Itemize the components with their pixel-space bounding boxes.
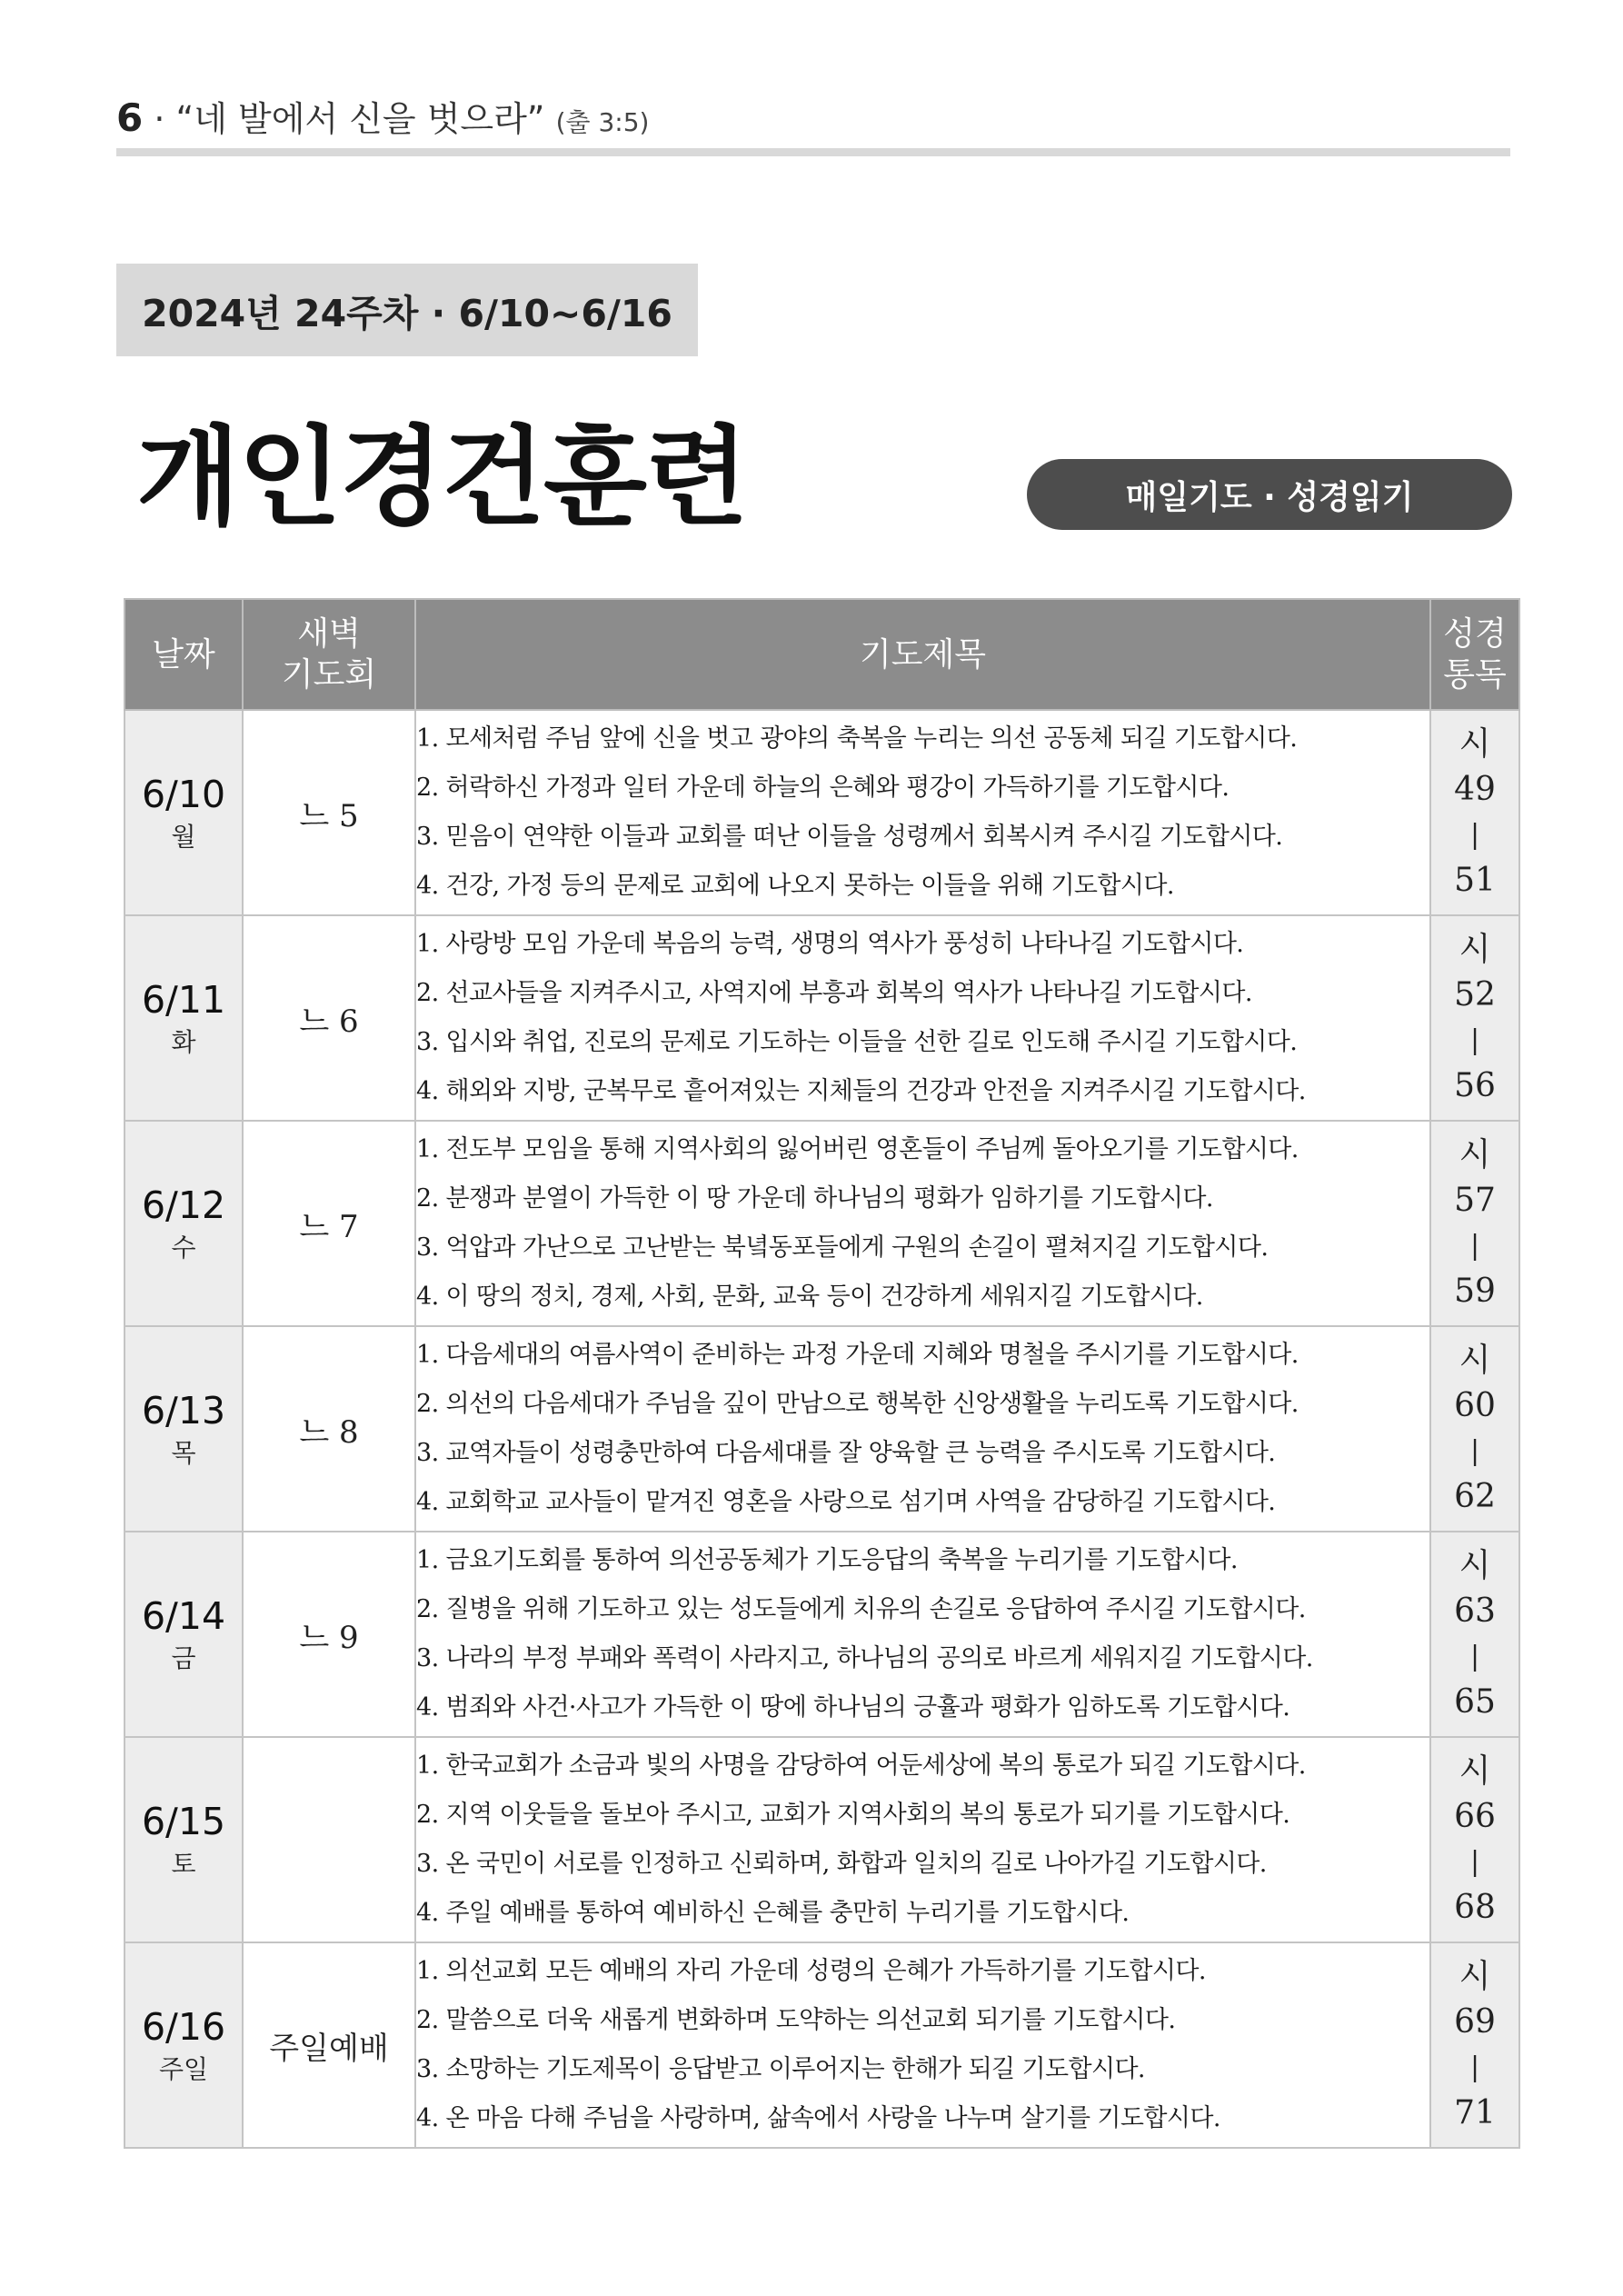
bible-reading-cell <box>1430 1121 1519 1326</box>
prayer-item: 3. 교역자들이 성령충만하여 다음세대를 잘 양육할 큰 능력을 주시도록 기도합시다. <box>416 1439 1276 1467</box>
bible-range-bar: | <box>1469 1024 1480 1056</box>
date-cell <box>124 1326 243 1532</box>
bible-reading-cell <box>1430 915 1519 1121</box>
week-label: 2024년 24주차 · 6/10~6/16 <box>116 264 698 356</box>
date: 6/10 <box>141 772 226 816</box>
prayer-item: 1. 의선교회 모든 예배의 자리 가운데 성령의 은혜가 가득하기를 기도합시다. <box>416 1957 1206 1985</box>
prayer-item: 1. 사랑방 모임 가운데 복음의 능력, 생명의 역사가 풍성히 나타나길 기도합시다. <box>416 930 1244 958</box>
date: 6/15 <box>141 1799 226 1843</box>
bible-reading-cell <box>1430 1737 1519 1942</box>
bible-range-bar: | <box>1469 1230 1480 1262</box>
prayer-item: 3. 입시와 취업, 진로의 문제로 기도하는 이들을 선한 길로 인도해 주시길 기도합시다. <box>416 1028 1298 1056</box>
date: 6/12 <box>141 1183 226 1227</box>
table-row <box>124 1942 1519 2148</box>
prayer-item: 2. 허락하신 가정과 일터 가운데 하늘의 은혜와 평강이 가득하기를 기도합시다. <box>416 774 1230 802</box>
prayer-item: 2. 의선의 다음세대가 주님을 깊이 만남으로 행복한 신앙생활을 누리도록 기도합시다. <box>416 1390 1299 1418</box>
header-bible-line1: 성경 <box>1443 615 1507 653</box>
table-row <box>124 710 1519 915</box>
prayer-item: 3. 믿음이 연약한 이들과 교회를 떠난 이들을 성령께서 회복시켜 주시길 기도합시다. <box>416 823 1283 851</box>
prayer-item: 3. 나라의 부정 부패와 폭력이 사라지고, 하나님의 공의로 바르게 세워지길 기도합시다. <box>416 1644 1313 1672</box>
prayer-item: 4. 이 땅의 정치, 경제, 사회, 문화, 교육 등이 건강하게 세워지길 기도합시다. <box>416 1283 1203 1311</box>
bible-end-chapter: 56 <box>1454 1067 1496 1104</box>
header-bible-line2: 통독 <box>1443 656 1507 694</box>
date-cell <box>124 1121 243 1326</box>
bible-book: 시 <box>1459 1958 1491 1995</box>
running-header <box>116 91 649 141</box>
bible-range-bar: | <box>1469 2051 1480 2083</box>
header-quote: “네 발에서 신을 벗으라” <box>175 99 545 139</box>
prayer-list <box>415 710 1430 915</box>
dawn-passage: 느 9 <box>243 1532 415 1737</box>
bible-range-bar: | <box>1469 1435 1480 1467</box>
table-row <box>124 1737 1519 1942</box>
bible-book: 시 <box>1459 1547 1491 1584</box>
dawn-passage: 주일예배 <box>243 1942 415 2148</box>
table-header-row <box>124 599 1519 710</box>
bible-reading-cell <box>1430 1532 1519 1737</box>
bible-book: 시 <box>1459 1752 1491 1790</box>
bible-start-chapter: 52 <box>1454 976 1496 1013</box>
weekday: 금 <box>171 1643 196 1674</box>
header-prayers: 기도제목 <box>415 599 1430 710</box>
weekday: 월 <box>171 822 196 853</box>
header-reference: (출 3:5) <box>555 107 650 137</box>
prayer-item: 1. 모세처럼 주님 앞에 신을 벗고 광야의 축복을 누리는 의선 공동체 되길 기도합시다. <box>416 724 1298 753</box>
bible-end-chapter: 62 <box>1454 1478 1496 1515</box>
prayer-item: 4. 범죄와 사건·사고가 가득한 이 땅에 하나님의 긍휼과 평화가 임하도록 기도합시다. <box>416 1693 1290 1722</box>
prayer-item: 4. 주일 예배를 통하여 예비하신 은혜를 충만히 누리기를 기도합시다. <box>416 1899 1130 1927</box>
weekday: 주일 <box>158 2054 209 2085</box>
weekday: 목 <box>171 1438 196 1469</box>
table-row <box>124 1532 1519 1737</box>
date-cell <box>124 915 243 1121</box>
prayer-item: 3. 온 국민이 서로를 인정하고 신뢰하며, 화합과 일치의 길로 나아가길 기도합시다. <box>416 1850 1267 1878</box>
prayer-item: 4. 교회학교 교사들이 맡겨진 영혼을 사랑으로 섬기며 사역을 감당하길 기도합시다. <box>416 1488 1276 1516</box>
table-row <box>124 1326 1519 1532</box>
prayer-list <box>415 1326 1430 1532</box>
prayer-list <box>415 1737 1430 1942</box>
header-bible-reading <box>1430 599 1519 710</box>
page-number: 6 <box>116 95 144 140</box>
bible-range-bar: | <box>1469 1641 1480 1672</box>
prayer-item: 3. 억압과 가난으로 고난받는 북녘동포들에게 구원의 손길이 펼쳐지길 기도합시다. <box>416 1233 1269 1262</box>
bible-start-chapter: 63 <box>1454 1592 1496 1630</box>
dawn-passage <box>243 1737 415 1942</box>
bible-book: 시 <box>1459 1136 1491 1173</box>
bible-book: 시 <box>1459 931 1491 968</box>
prayer-item: 4. 건강, 가정 등의 문제로 교회에 나오지 못하는 이들을 위해 기도합시다. <box>416 872 1174 900</box>
dawn-passage: 느 7 <box>243 1121 415 1326</box>
page-title: 개인경건훈련 <box>136 414 747 540</box>
date: 6/13 <box>141 1388 226 1433</box>
header-date: 날짜 <box>124 599 243 710</box>
bible-start-chapter: 57 <box>1454 1182 1496 1219</box>
bible-start-chapter: 49 <box>1454 771 1496 808</box>
bible-start-chapter: 60 <box>1454 1387 1496 1424</box>
prayer-item: 1. 전도부 모임을 통해 지역사회의 잃어버린 영혼들이 주님께 돌아오기를 기도합시다. <box>416 1135 1299 1163</box>
bible-reading-cell <box>1430 1326 1519 1532</box>
prayer-item: 2. 분쟁과 분열이 가득한 이 땅 가운데 하나님의 평화가 임하기를 기도합시다. <box>416 1184 1213 1213</box>
dawn-passage: 느 8 <box>243 1326 415 1532</box>
bible-reading-cell <box>1430 710 1519 915</box>
header-rule <box>116 148 1510 156</box>
header-dawn-line2: 기도회 <box>281 656 377 694</box>
date-cell <box>124 1532 243 1737</box>
section-pill: 매일기도 · 성경읽기 <box>1027 459 1512 530</box>
prayer-item: 4. 해외와 지방, 군복무로 흩어져있는 지체들의 건강과 안전을 지켜주시길 기도합시다. <box>416 1077 1306 1105</box>
prayer-item: 4. 온 마음 다해 주님을 사랑하며, 삶속에서 사랑을 나누며 살기를 기도합시다. <box>416 2104 1220 2132</box>
prayer-item: 2. 말씀으로 더욱 새롭게 변화하며 도약하는 의선교회 되기를 기도합시다. <box>416 2006 1176 2034</box>
bible-book: 시 <box>1459 1342 1491 1379</box>
weekday: 화 <box>171 1027 196 1058</box>
header-dawn-line1: 새벽 <box>297 615 361 653</box>
prayer-item: 1. 다음세대의 여름사역이 준비하는 과정 가운데 지혜와 명철을 주시기를 기도합시다. <box>416 1341 1299 1369</box>
date-cell <box>124 710 243 915</box>
prayer-list <box>415 1121 1430 1326</box>
header-separator: · <box>154 99 165 139</box>
date: 6/11 <box>141 977 226 1022</box>
prayer-list <box>415 915 1430 1121</box>
bible-end-chapter: 65 <box>1454 1683 1496 1721</box>
date: 6/16 <box>141 2004 226 2049</box>
prayer-item: 3. 소망하는 기도제목이 응답받고 이루어지는 한해가 되길 기도합시다. <box>416 2055 1145 2083</box>
bible-start-chapter: 69 <box>1454 2003 1496 2041</box>
date-cell <box>124 1737 243 1942</box>
weekday: 토 <box>171 1849 196 1880</box>
dawn-passage: 느 5 <box>243 710 415 915</box>
table-row <box>124 915 1519 1121</box>
bible-range-bar: | <box>1469 1846 1480 1878</box>
prayer-schedule-table <box>124 598 1520 2149</box>
date: 6/14 <box>141 1593 226 1638</box>
prayer-item: 1. 한국교회가 소금과 빛의 사명을 감당하여 어둔세상에 복의 통로가 되길 기도합시다. <box>416 1752 1306 1780</box>
date-cell <box>124 1942 243 2148</box>
bible-reading-cell <box>1430 1942 1519 2148</box>
bible-end-chapter: 68 <box>1454 1889 1496 1926</box>
bible-end-chapter: 51 <box>1454 862 1496 899</box>
bible-range-bar: | <box>1469 819 1480 851</box>
prayer-item: 2. 질병을 위해 기도하고 있는 성도들에게 치유의 손길로 응답하여 주시길 기도합시다. <box>416 1595 1306 1623</box>
table-row <box>124 1121 1519 1326</box>
bible-end-chapter: 71 <box>1454 2094 1496 2131</box>
weekday: 수 <box>171 1233 196 1263</box>
prayer-item: 2. 선교사들을 지켜주시고, 사역지에 부흥과 회복의 역사가 나타나길 기도합시다. <box>416 979 1252 1007</box>
bible-start-chapter: 66 <box>1454 1798 1496 1835</box>
header-dawn-prayer <box>243 599 415 710</box>
dawn-passage: 느 6 <box>243 915 415 1121</box>
bible-book: 시 <box>1459 725 1491 763</box>
prayer-item: 2. 지역 이웃들을 돌보아 주시고, 교회가 지역사회의 복의 통로가 되기를 기도합시다. <box>416 1801 1290 1829</box>
prayer-list <box>415 1532 1430 1737</box>
prayer-item: 1. 금요기도회를 통하여 의선공동체가 기도응답의 축복을 누리기를 기도합시다. <box>416 1546 1238 1574</box>
prayer-list <box>415 1942 1430 2148</box>
bible-end-chapter: 59 <box>1454 1273 1496 1310</box>
